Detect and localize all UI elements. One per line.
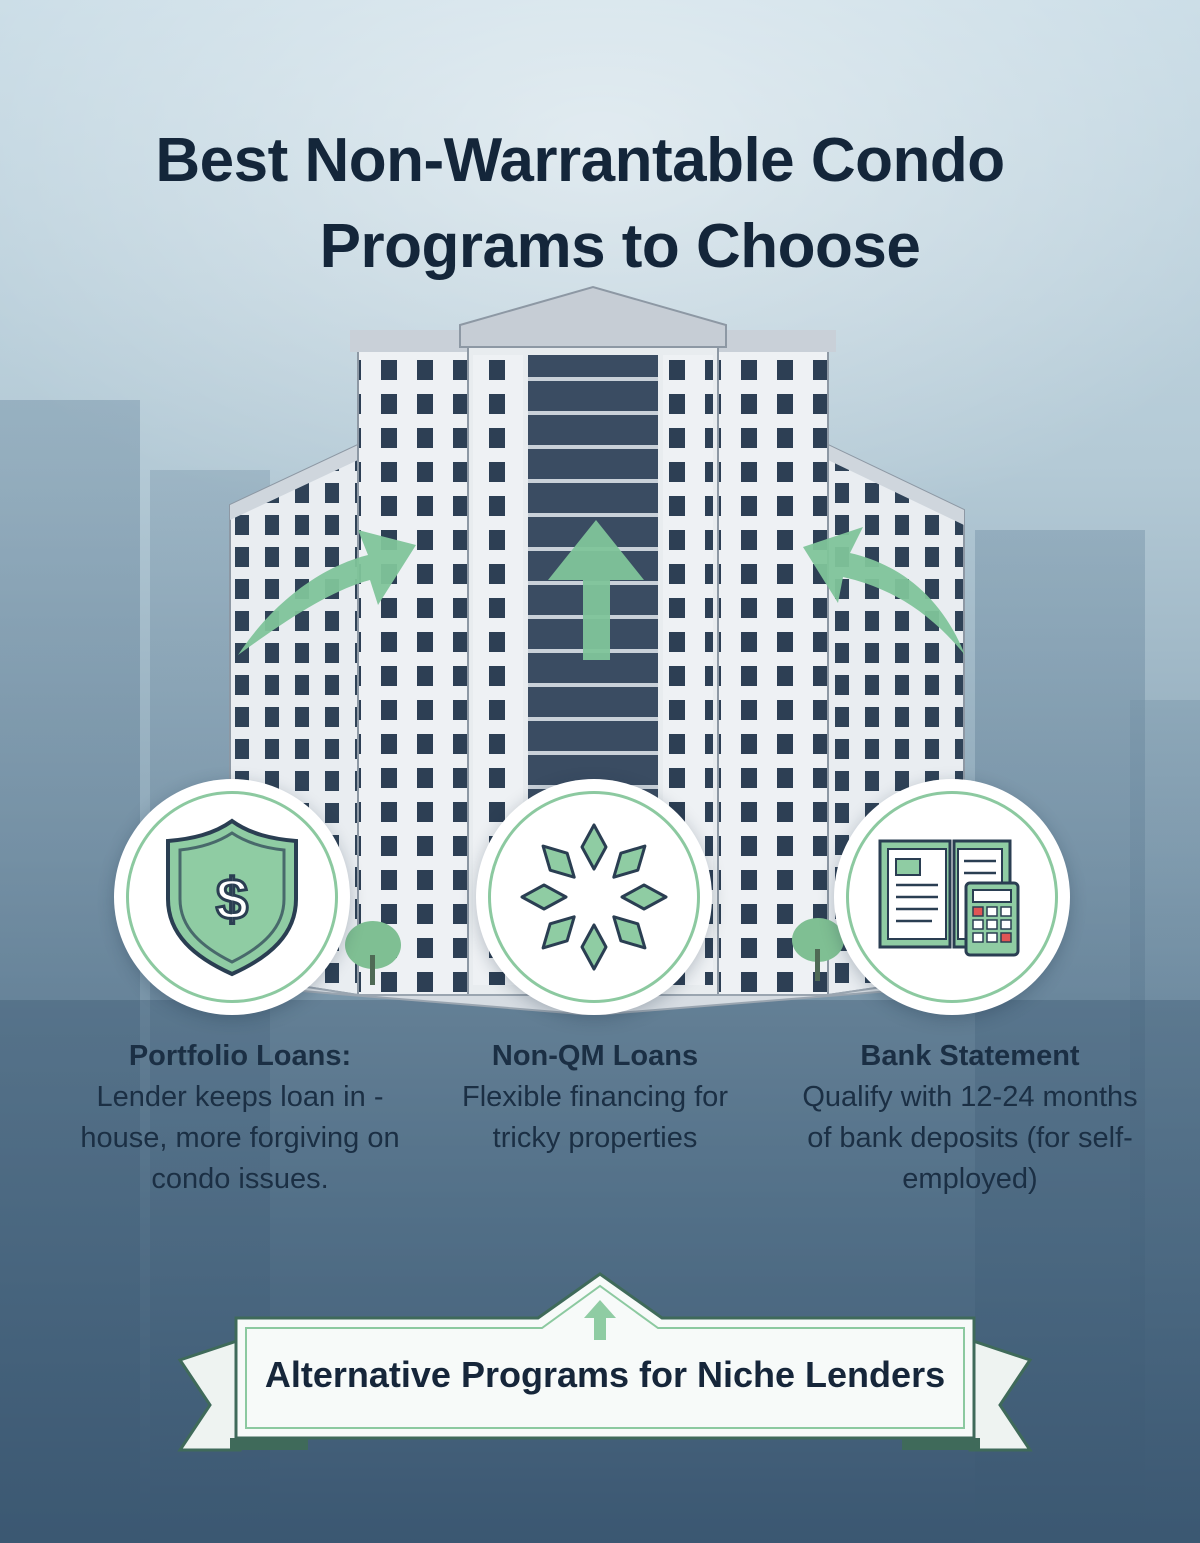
portfolio-loans-caption — [60, 1036, 420, 1200]
program-description: Lender keeps loan in -house, more forgiving on condo issues. — [80, 1081, 400, 1195]
portfolio-loans-badge — [114, 779, 350, 1015]
svg-text:$: $ — [215, 867, 249, 932]
program-heading: Non-QM Loans — [491, 1040, 699, 1072]
program-heading: Portfolio Loans: — [128, 1040, 352, 1072]
program-description: Flexible financing for tricky properties — [462, 1081, 728, 1154]
page-title — [0, 118, 1160, 290]
title-line-1: Best Non-Warrantable Condo — [155, 126, 1005, 195]
bank-statement-caption — [800, 1036, 1140, 1200]
starburst-icon — [476, 779, 712, 1015]
growth-arrows — [238, 515, 968, 660]
arrow-left-icon — [238, 530, 416, 655]
bank-statement-calculator-icon — [834, 779, 1070, 1015]
non-qm-loans-badge — [476, 779, 712, 1015]
shield-dollar-icon — [114, 779, 350, 1015]
bank-statement-badge — [834, 779, 1070, 1015]
program-heading: Bank Statement — [860, 1040, 1080, 1072]
title-line-2: Programs to Choose — [319, 212, 921, 281]
banner-label: Alternative Programs for Niche Lenders — [264, 1354, 946, 1395]
non-qm-loans-caption — [450, 1036, 740, 1159]
arrow-up-center-icon — [548, 520, 644, 660]
program-description: Qualify with 12-24 months of bank deposits (for self-employed) — [802, 1081, 1138, 1195]
arrow-right-icon — [803, 527, 965, 655]
